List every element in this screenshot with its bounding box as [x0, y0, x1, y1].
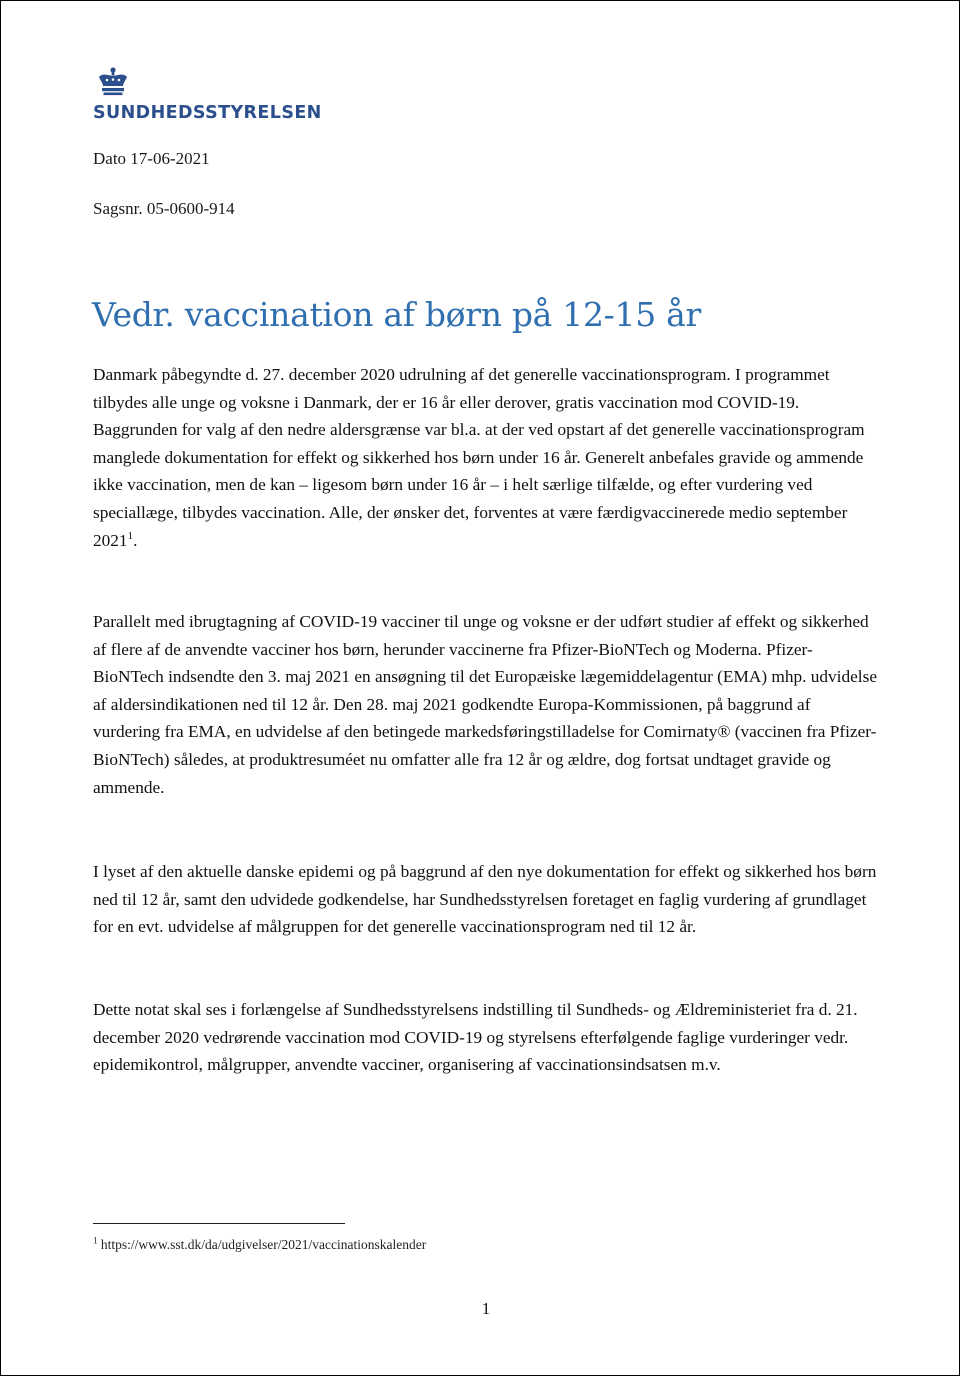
paragraph-3-text: I lyset af den aktuelle danske epidemi og på baggrund af den nye dokumentation for effekt og sikkerhed hos børn ned til 12 år, samt den udvidede godkendelse, har Sundhedsstyrelsen foretaget en faglig vurdering af grundlaget for en evt. udvidelse af målgruppen for det generelle vaccinationsprogram ned til 12 år. — [93, 862, 877, 937]
paragraph-3 — [93, 858, 881, 941]
logo-wordmark: SUNDHEDSSTYRELSEN — [93, 103, 322, 123]
paragraph-1-end: . — [133, 530, 138, 550]
page-number: 1 — [481, 1299, 491, 1318]
document-date: Dato 17-06-2021 — [93, 149, 210, 168]
footnote — [93, 1237, 426, 1253]
paragraph-4-text: Dette notat skal ses i forlængelse af Sundhedsstyrelsens indstilling til Sundheds- og Ældreministeriet fra d. 21. december 2020 vedrørende vaccination mod COVID-19 og styrelsens efterfølgende faglige vurderinger vedr. epidemikontrol, målgrupper, anvendte vacciner, organisering af vaccinationsindsatsen m.v. — [93, 1000, 858, 1075]
footnote-link[interactable]: https://www.sst.dk/da/udgivelser/2021/vaccinationskalender — [97, 1237, 427, 1252]
footnote-reference: 1 — [127, 529, 134, 542]
footnote-marker: 1 — [93, 1235, 98, 1246]
paragraph-2 — [93, 608, 881, 801]
case-number: Sagsnr. 05-0600-914 — [93, 199, 235, 218]
paragraph-1 — [93, 361, 881, 554]
footnote-separator — [93, 1223, 345, 1224]
paragraph-2-text: Parallelt med ibrugtagning af COVID-19 vacciner til unge og voksne er der udført studier af effekt og sikkerhed af flere af de anvendte vacciner hos børn, herunder vaccinerne fra Pfizer-BioNTech og Moderna. Pfizer-BioNTech indsendte den 3. maj 2021 en ansøgning til det Europæiske lægemiddelagentur (EMA) mhp. udvidelse af aldersindikationen ned til 12 år. Den 28. maj 2021 godkendte Europa-Kommissionen, på baggrund af vurdering fra EMA, en udvidelse af den betingede markedsføringstilladelse for Comirnaty® (vaccinen fra Pfizer-BioNTech) således, at produktresuméet nu omfatter alle fra 12 år og ældre, dog fortsat undtaget gravide og ammende. — [93, 612, 877, 797]
sundhedsstyrelsen-logo — [93, 67, 322, 123]
paragraph-1-text: Danmark påbegyndte d. 27. december 2020 udrulning af det generelle vaccinationsprogram. I programmet tilbydes alle unge og voksne i Danmark, der er 16 år eller derover, gratis vaccination mod COVID-19. Baggrunden for valg af den nedre aldersgrænse var bl.a. at der ved opstart af det generelle vaccinationsprogram manglede dokumentation for effekt og sikkerhed hos børn under 16 år. Generelt anbefales gravide og ammende ikke vaccination, men de kan – ligesom børn under 16 år – i helt særlige tilfælde, og efter vurdering ved speciallæge, tilbydes vaccination. Alle, der ønsker det, forventes at være færdigvaccinerede medio september 2021 — [93, 365, 865, 550]
document-title: Vedr. vaccination af børn på 12-15 år — [92, 295, 701, 334]
crown-icon — [94, 67, 132, 101]
paragraph-4 — [93, 996, 881, 1079]
